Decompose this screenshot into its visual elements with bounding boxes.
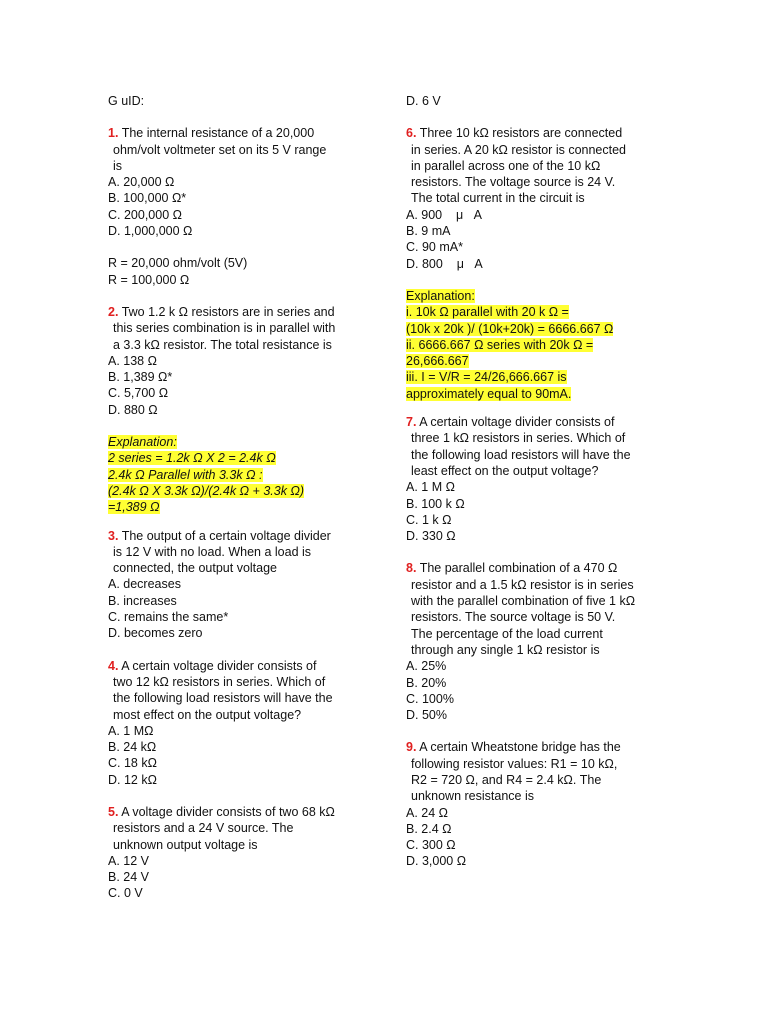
answer-option: A. 1 M Ω xyxy=(406,480,455,495)
answer-option: B. increases xyxy=(108,593,177,608)
answer-option: A. decreases xyxy=(108,577,181,592)
explanation-line: (10k x 20k )/ (10k+20k) = 6666.667 Ω xyxy=(406,321,614,336)
answer-option: C. 1 k Ω xyxy=(406,512,452,527)
answer-option: C. 5,700 Ω xyxy=(108,386,169,401)
answer-option: D. becomes zero xyxy=(108,626,203,641)
question-text: Two 1.2 k Ω resistors are in series and xyxy=(121,304,335,319)
question-number: 9. xyxy=(406,740,417,755)
question-4 xyxy=(108,658,378,788)
question-9 xyxy=(406,739,696,869)
answer-option: C. 100% xyxy=(406,691,454,706)
note-line: R = 20,000 ohm/volt (5V) xyxy=(108,256,248,271)
explanation-line: =1,389 Ω xyxy=(108,500,160,515)
note-line: R = 100,000 Ω xyxy=(108,272,190,287)
question-text: resistors and a 24 V source. The xyxy=(113,821,294,836)
question-text: The internal resistance of a 20,000 xyxy=(121,126,315,141)
question-text: in series. A 20 kΩ resistor is connected xyxy=(411,142,627,157)
question-text: is 12 V with no load. When a load is xyxy=(113,544,312,559)
answer-option: B. 20% xyxy=(406,675,447,690)
question-6 xyxy=(406,125,696,272)
question-number: 4. xyxy=(108,658,119,673)
question-text: Three 10 kΩ resistors are connected xyxy=(419,126,623,141)
explanation-line: i. 10k Ω parallel with 20 k Ω = xyxy=(406,305,569,320)
answer-option: D. 330 Ω xyxy=(406,529,456,544)
question-7 xyxy=(406,414,696,544)
question-text: most effect on the output voltage? xyxy=(113,707,302,722)
question-text: in parallel across one of the 10 kΩ xyxy=(411,158,601,173)
question-text: A certain Wheatstone bridge has the xyxy=(419,740,621,755)
question-text: connected, the output voltage xyxy=(113,561,278,576)
answer-option: C. 0 V xyxy=(108,886,143,901)
question-number: 7. xyxy=(406,415,417,430)
answer-option: D. 50% xyxy=(406,708,447,723)
answer-option: B. 1,389 Ω* xyxy=(108,370,173,385)
question-1-note xyxy=(108,255,378,288)
answer-option: A. 20,000 Ω xyxy=(108,175,175,190)
question-8 xyxy=(406,560,696,723)
question-text: the following load resistors will have the xyxy=(113,691,333,706)
answer-option: B. 24 V xyxy=(108,870,149,885)
explanation-line: Explanation: xyxy=(108,435,177,450)
question-text: two 12 kΩ resistors in series. Which of xyxy=(113,674,326,689)
question-number: 2. xyxy=(108,304,119,319)
question-text: The total current in the circuit is xyxy=(411,191,585,206)
answer-option: D. 880 Ω xyxy=(108,402,158,417)
question-text: The output of a certain voltage divider xyxy=(121,528,331,543)
explanation-line: ii. 6666.667 Ω series with 20k Ω = xyxy=(406,337,594,352)
question-5 xyxy=(108,804,378,902)
answer-option: D. 6 V xyxy=(406,94,441,108)
explanation-line: Explanation: xyxy=(406,288,475,303)
question-text: unknown output voltage is xyxy=(113,837,258,852)
question-text: three 1 kΩ resistors in series. Which of xyxy=(411,431,626,446)
question-text: following resistor values: R1 = 10 kΩ, xyxy=(411,756,618,771)
question-text: A certain voltage divider consists of xyxy=(121,658,317,673)
question-text: least effect on the output voltage? xyxy=(411,463,599,478)
question-2 xyxy=(108,304,378,418)
right-column xyxy=(406,93,696,870)
answer-option: A. 12 V xyxy=(108,853,149,868)
question-2-explanation xyxy=(108,434,378,515)
question-3 xyxy=(108,528,378,642)
explanation-line: iii. I = V/R = 24/26,666.667 is xyxy=(406,370,567,385)
answer-option: A. 25% xyxy=(406,659,447,674)
answer-option: A. 900 μ A xyxy=(406,207,482,222)
question-text: this series combination is in parallel with xyxy=(113,321,336,336)
answer-option: A. 24 Ω xyxy=(406,805,449,820)
explanation-line: approximately equal to 90mA. xyxy=(406,386,572,401)
answer-option: B. 100 k Ω xyxy=(406,496,465,511)
answer-option: C. 18 kΩ xyxy=(108,756,157,771)
question-1 xyxy=(108,125,378,239)
question-number: 6. xyxy=(406,126,417,141)
answer-option: C. 200,000 Ω xyxy=(108,207,182,222)
answer-option: B. 24 kΩ xyxy=(108,740,157,755)
answer-option: C. 90 mA* xyxy=(406,240,463,255)
question-6-explanation xyxy=(406,288,696,402)
answer-option: D. 3,000 Ω xyxy=(406,854,467,869)
question-text: the following load resistors will have the xyxy=(411,447,631,462)
question-text: resistors. The voltage source is 24 V. xyxy=(411,175,616,190)
answer-option: B. 100,000 Ω* xyxy=(108,191,187,206)
explanation-line: 2 series = 1.2k Ω X 2 = 2.4k Ω xyxy=(108,451,276,466)
question-number: 3. xyxy=(108,528,119,543)
guid-label: G uID: xyxy=(108,94,145,108)
question-text: with the parallel combination of five 1 kΩ xyxy=(411,594,636,609)
question-number: 1. xyxy=(108,126,119,141)
answer-option: A. 1 MΩ xyxy=(108,723,154,738)
question-text: is xyxy=(113,158,123,173)
explanation-line: 26,666.667 xyxy=(406,354,469,369)
question-number: 5. xyxy=(108,804,119,819)
answer-option: B. 2.4 Ω xyxy=(406,821,452,836)
question-number: 8. xyxy=(406,561,417,576)
question-text: resistors. The source voltage is 50 V. xyxy=(411,610,616,625)
answer-option: D. 1,000,000 Ω xyxy=(108,224,193,239)
question-text: through any single 1 kΩ resistor is xyxy=(411,642,600,657)
question-text: R2 = 720 Ω, and R4 = 2.4 kΩ. The xyxy=(411,772,602,787)
answer-option: D. 800 μ A xyxy=(406,256,483,271)
answer-option: C. remains the same* xyxy=(108,610,229,625)
answer-option: A. 138 Ω xyxy=(108,353,157,368)
question-text: The percentage of the load current xyxy=(411,626,603,641)
question-text: resistor and a 1.5 kΩ resistor is in series xyxy=(411,577,634,592)
question-text: The parallel combination of a 470 Ω xyxy=(419,561,618,576)
question-text: A voltage divider consists of two 68 kΩ xyxy=(121,804,335,819)
question-text: A certain voltage divider consists of xyxy=(419,415,615,430)
question-text: ohm/volt voltmeter set on its 5 V range xyxy=(113,142,327,157)
left-column xyxy=(108,93,378,902)
explanation-line: (2.4k Ω X 3.3k Ω)/(2.4k Ω + 3.3k Ω) xyxy=(108,483,305,498)
question-text: unknown resistance is xyxy=(411,789,534,804)
question-text: a 3.3 kΩ resistor. The total resistance is xyxy=(113,337,332,352)
answer-option: D. 12 kΩ xyxy=(108,772,157,787)
answer-option: C. 300 Ω xyxy=(406,838,456,853)
answer-option: B. 9 mA xyxy=(406,224,451,239)
explanation-line: 2.4k Ω Parallel with 3.3k Ω : xyxy=(108,467,263,482)
